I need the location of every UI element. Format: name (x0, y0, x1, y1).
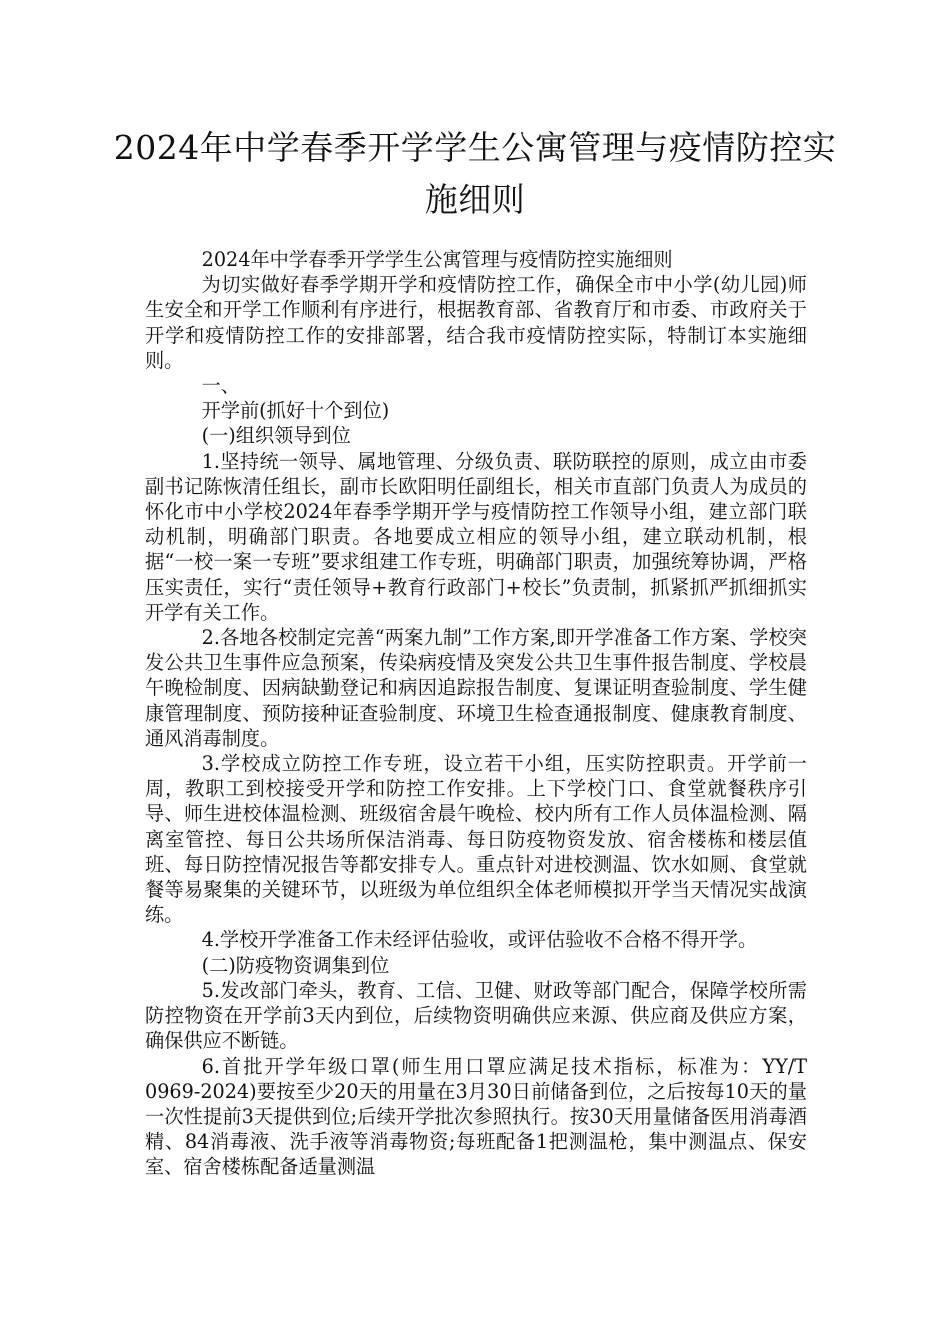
section-heading: 开学前(抓好十个到位) (201, 399, 390, 423)
clause-3: 3.学校成立防控工作专班，设立若干小组，压实防控职责。开学前一周，教职工到校接受开学和防控工作安排。上下学校门口、食堂就餐秩序引导、师生进校体温检测、班级宿舍晨午晚检、校内所有工作人员体温检测、隔离室管控、每日公共场所保洁消毒、每日防疫物资发放、宿舍楼栋和楼层值班、每日防控情况报告等都安排专人。重点针对进校测温、饮水如厕、食堂就餐等易聚集的关键环节，以班级为单位组织全体老师模拟开学当天情况实战演练。 (145, 752, 807, 927)
section-number: 一、 (201, 374, 240, 398)
document-body (145, 247, 807, 1180)
body-heading-repeat: 2024年中学春季开学学生公寓管理与疫情防控实施细则 (201, 248, 673, 271)
intro-paragraph: 为切实做好春季学期开学和疫情防控工作，确保全市中小学(幼儿园)师生安全和开学工作顺利有序进行，根据教育部、省教育厅和市委、市政府关于开学和疫情防控工作的安排部署，结合我市疫情防控实际，特制订本实施细则。 (145, 273, 807, 372)
clause-4: 4.学校开学准备工作未经评估验收，或评估验收不合格不得开学。 (201, 928, 758, 952)
clause-5: 5.发改部门牵头，教育、工信、卫健、财政等部门配合，保障学校所需防控物资在开学前3天内到位，后续物资明确供应来源、供应商及供应方案，确保供应不断链。 (145, 978, 807, 1053)
clause-6: 6.首批开学年级口罩(师生用口罩应满足技术指标，标准为：YY/T 0969-2024)要按至少20天的用量在3月30日前储备到位，之后按每10天的量一次性提前3天提供到位;后续开学批次参照执行。按30天用量储备医用消毒酒精、84消毒液、洗手液等消毒物资;每班配备1把测温枪，集中测温点、保安室、宿舍楼栋配备适量测温 (145, 1054, 807, 1179)
clause-2: 2.各地各校制定完善“两案九制”工作方案,即开学准备工作方案、学校突发公共卫生事件应急预案，传染病疫情及突发公共卫生事件报告制度、学校晨午晚检制度、因病缺勤登记和病因追踪报告制度、复课证明查验制度、学生健康管理制度、预防接种证查验制度、环境卫生检查通报制度、健康教育制度、通风消毒制度。 (145, 626, 807, 750)
clause-1: 1.坚持统一领导、属地管理、分级负责、联防联控的原则，成立由市委副书记陈恢清任组长，副市长欧阳明任副组长，相关市直部门负责人为成员的怀化市中小学校2024年春季学期开学与疫情防控工作领导小组，建立部门联动机制，明确部门职责。各地要成立相应的领导小组，建立联动机制，根据“一校一案一专班”要求组建工作专班，明确部门职责，加强统筹协调，严格压实责任，实行“责任领导+教育行政部门+校长”负责制，抓紧抓严抓细抓实开学有关工作。 (145, 449, 807, 624)
subsection-heading-leadership: (一)组织领导到位 (201, 424, 351, 448)
subsection-heading-supplies: (二)防疫物资调集到位 (201, 953, 390, 977)
document-title: 2024年中学春季开学学生公寓管理与疫情防控实施细则 (113, 128, 837, 219)
